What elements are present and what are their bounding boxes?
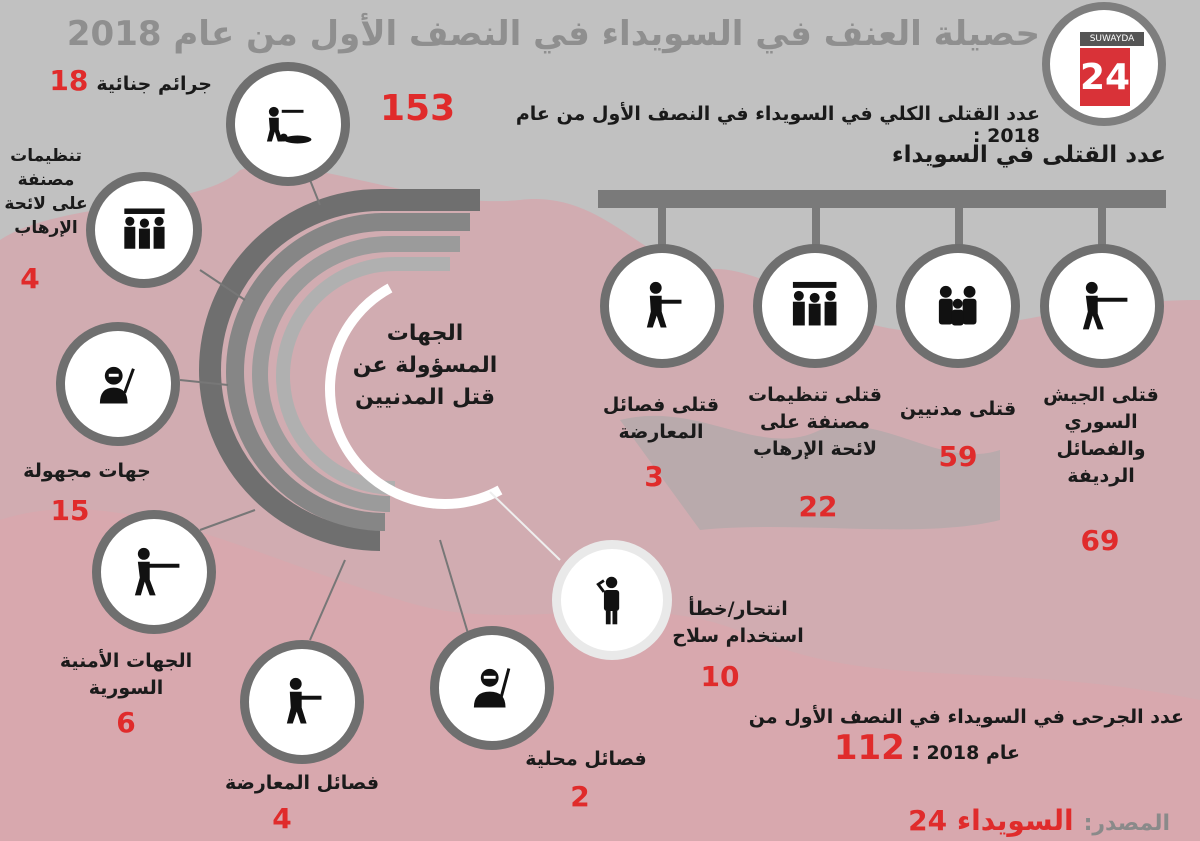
- killed-terror-value: 22: [798, 490, 838, 523]
- responsible-center-label: الجهات المسؤولة عن قتل المدنيين: [352, 321, 498, 410]
- logo-number: 24: [1080, 48, 1130, 106]
- wounded-colon: :: [910, 737, 921, 765]
- suicide-circle: [552, 540, 672, 660]
- crime-value: 18: [49, 64, 89, 97]
- gunman-icon: [272, 672, 331, 731]
- source-name: السويداء 24: [908, 804, 1074, 837]
- terror-circle: [86, 172, 202, 288]
- total-killed-label: عدد القتلى الكلي في السويداء في النصف الأول من عام 2018 :: [515, 103, 1040, 147]
- section-title: عدد القتلى في السويداء: [891, 142, 1166, 168]
- local-factions-value: 2: [570, 780, 590, 813]
- unknown-value: 15: [50, 494, 90, 527]
- security-circle: [92, 510, 216, 634]
- masked-fighter-icon: [462, 658, 521, 717]
- source-label: المصدر:: [1083, 811, 1170, 836]
- wounded-year: عام 2018: [926, 742, 1020, 764]
- wounded-label: عدد الجرحى في السويداء في النصف الأول من: [748, 706, 1184, 728]
- killed-civilians-label: قتلى مدنيين: [899, 398, 1017, 420]
- unknown-label: جهات مجهولة: [23, 460, 151, 482]
- killed-army-label: قتلى الجيش السوري والفصائل الرديفة: [1043, 384, 1159, 487]
- security-value: 6: [116, 706, 136, 739]
- opposition-circle: [240, 640, 364, 764]
- crime-circle: [226, 62, 350, 186]
- suicide-label: انتحار/خطأ استخدام سلاح: [672, 598, 804, 647]
- wounded-value: 112: [833, 728, 905, 768]
- opposition-label: فصائل المعارضة: [224, 772, 380, 794]
- militant-group-icon: [117, 203, 172, 258]
- logo-text: SUWAYDA: [1080, 32, 1144, 46]
- crime-entry: [40, 64, 212, 97]
- local-factions-circle: [430, 626, 554, 750]
- masked-gunman-icon: [88, 354, 147, 413]
- killed-opposition-label: قتلى فصائل المعارضة: [602, 394, 720, 443]
- wounded-entry: [800, 728, 1020, 768]
- local-factions-label: فصائل محلية: [525, 748, 647, 770]
- security-label: الجهات الأمنية السورية: [59, 650, 193, 699]
- total-killed-value: 153: [380, 88, 456, 129]
- terror-label: تنظيمات مصنفة على لائحة الإرهاب: [4, 146, 88, 238]
- terror-value: 4: [20, 262, 40, 295]
- unknown-circle: [56, 322, 180, 446]
- killed-army-value: 69: [1080, 524, 1120, 557]
- suicide-icon: [583, 571, 640, 628]
- page-title: حصيلة العنف في السويداء في النصف الأول من عام 2018: [66, 14, 1040, 54]
- source: [860, 804, 1170, 837]
- killed-terror-label: قتلى تنظيمات مصنفة على لائحة الإرهاب: [748, 384, 882, 460]
- opposition-value: 4: [272, 802, 292, 835]
- crime-scene-icon: [258, 94, 317, 153]
- soldier-rifle-icon: [124, 542, 183, 601]
- suicide-value: 10: [700, 660, 740, 693]
- killed-opposition-value: 3: [644, 460, 664, 493]
- crime-label: جرائم جنائية: [96, 73, 212, 95]
- killed-civilians-value: 59: [938, 440, 978, 473]
